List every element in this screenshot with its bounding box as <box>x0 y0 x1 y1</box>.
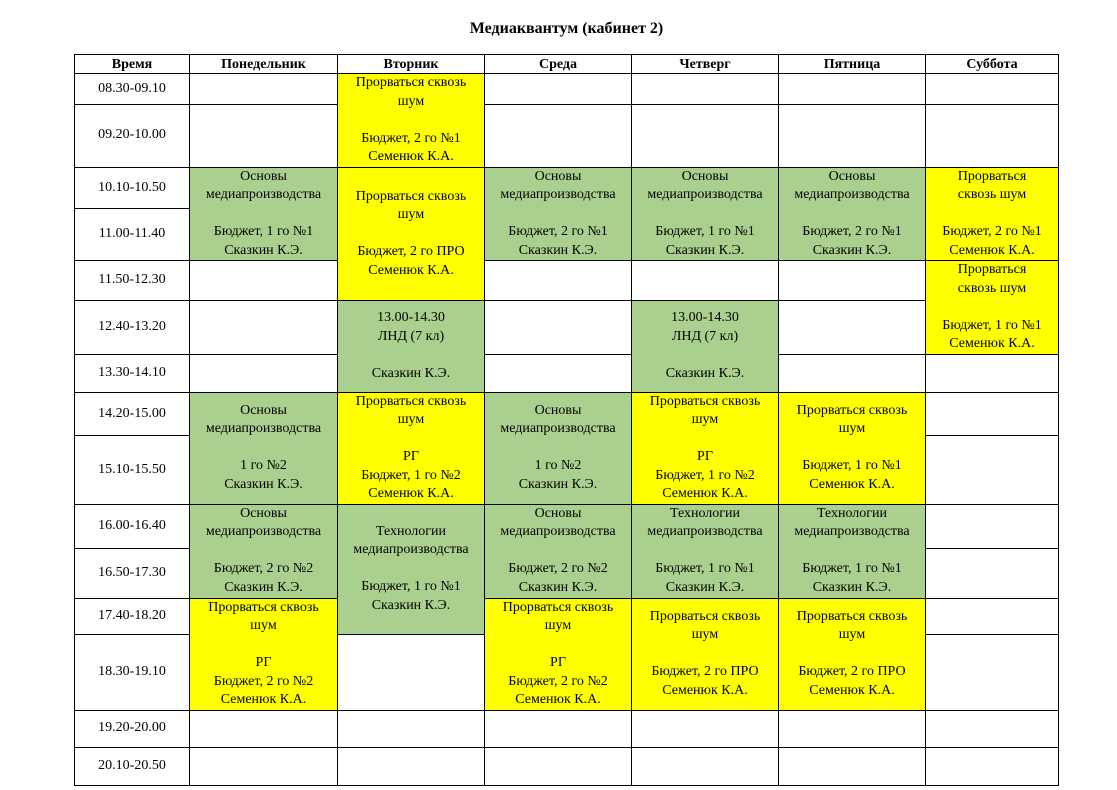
empty-cell <box>779 261 926 301</box>
line-gap <box>632 542 778 561</box>
empty-cell <box>779 301 926 355</box>
lesson-line: Прорваться <box>957 262 1027 277</box>
lesson-line: Основы <box>240 402 287 418</box>
lesson-line: Основы <box>240 168 287 184</box>
lesson-line: Сказкин К.Э. <box>224 579 303 595</box>
header-wednesday: Среда <box>485 55 632 74</box>
lesson-line: РГ <box>255 655 272 670</box>
lesson-cell <box>926 167 1059 261</box>
empty-cell <box>632 710 779 747</box>
lesson-line: Бюджет, 2 го №2 <box>508 673 608 689</box>
lesson-cell <box>632 301 779 393</box>
lesson-line: 1 го №2 <box>240 458 287 474</box>
table-row <box>75 104 1059 167</box>
lesson-line: Семенюк К.А. <box>949 336 1035 351</box>
lesson-cell <box>190 392 338 504</box>
lesson-cell <box>779 504 926 598</box>
empty-cell <box>338 747 485 785</box>
empty-cell <box>485 74 632 105</box>
header-monday: Понедельник <box>190 55 338 74</box>
lesson-line: Сказкин К.Э. <box>371 597 451 613</box>
lesson-line: Основы <box>828 168 876 184</box>
lesson-line: Семенюк К.А. <box>662 486 748 501</box>
empty-cell <box>190 354 338 392</box>
lesson-line: Бюджет, 1 го №2 <box>655 467 755 483</box>
empty-cell <box>338 634 485 710</box>
lesson-line: 1 го №2 <box>534 458 582 474</box>
table-row <box>75 74 1059 105</box>
empty-cell <box>485 301 632 355</box>
schedule-table <box>74 54 1059 786</box>
lesson-line: Бюджет, 2 го №2 <box>213 673 314 689</box>
line-gap <box>779 645 925 664</box>
empty-cell <box>926 436 1059 504</box>
line-gap <box>338 430 484 449</box>
line-gap <box>779 205 925 224</box>
lesson-cell <box>190 504 338 598</box>
lesson-line: Бюджет, 1 го №1 <box>655 224 755 239</box>
lesson-cell <box>632 167 779 261</box>
line-gap <box>926 205 1058 224</box>
lesson-line: Сказкин К.Э. <box>224 242 303 258</box>
lesson-cell <box>632 598 779 710</box>
page-title: Медиаквантум (кабинет 2) <box>469 20 664 37</box>
lesson-line: Сказкин К.Э. <box>665 365 745 381</box>
lesson-line: медиапроизводства <box>794 524 910 540</box>
lesson-cell <box>779 167 926 261</box>
table-row <box>75 167 1059 209</box>
lesson-line: Бюджет, 1 го №1 <box>361 579 461 595</box>
empty-cell <box>485 710 632 747</box>
time-cell: 20.10-20.50 <box>75 747 190 785</box>
lesson-cell <box>485 504 632 598</box>
lesson-line: Прорваться <box>957 168 1027 184</box>
empty-cell <box>190 301 338 355</box>
lesson-line: Бюджет, 2 го №1 <box>508 224 608 239</box>
lesson-line: Семенюк К.А. <box>368 149 454 164</box>
time-cell: 16.50-17.30 <box>75 548 190 598</box>
lesson-line: шум <box>397 207 425 222</box>
lesson-cell <box>485 598 632 710</box>
empty-cell <box>926 354 1059 392</box>
lesson-line: Сказкин К.Э. <box>371 365 451 381</box>
lesson-line: Семенюк К.А. <box>809 476 895 492</box>
table-row <box>75 392 1059 436</box>
empty-cell <box>779 104 926 167</box>
lesson-line: Бюджет, 2 го №1 <box>361 130 461 146</box>
lesson-line: Прорваться сквозь <box>649 393 761 409</box>
lesson-line: Бюджет, 1 го №1 <box>802 458 902 474</box>
lesson-line: Бюджет, 2 го ПРО <box>651 664 759 680</box>
lesson-line: Сказкин К.Э. <box>665 579 745 595</box>
lesson-line: Бюджет, 1 го №1 <box>942 317 1042 333</box>
line-gap <box>338 111 484 130</box>
empty-cell <box>926 74 1059 105</box>
table-row <box>75 354 1059 392</box>
table-row <box>75 504 1059 548</box>
lesson-cell <box>779 598 926 710</box>
lesson-line: Прорваться сквозь <box>355 393 467 409</box>
lesson-line: Основы <box>534 402 582 418</box>
table-row <box>75 747 1059 785</box>
empty-cell <box>779 747 926 785</box>
time-cell: 15.10-15.50 <box>75 436 190 504</box>
lesson-line: Сказкин К.Э. <box>518 242 598 258</box>
lesson-line: Прорваться сквозь <box>796 608 908 624</box>
line-gap <box>632 430 778 449</box>
header-saturday: Суббота <box>926 55 1059 74</box>
lesson-line: сквозь шум <box>957 187 1027 202</box>
time-cell: 12.40-13.20 <box>75 301 190 355</box>
lesson-line: Сказкин К.Э. <box>812 242 892 258</box>
lesson-line: медиапроизводства <box>353 542 469 558</box>
lesson-cell <box>926 261 1059 355</box>
line-gap <box>338 346 484 365</box>
lesson-cell <box>190 598 338 710</box>
lesson-line: медиапроизводства <box>205 187 322 202</box>
lesson-line: медиапроизводства <box>500 421 616 437</box>
lesson-line: Бюджет, 1 го №2 <box>361 467 461 483</box>
empty-cell <box>338 710 485 747</box>
lesson-line: Сказкин К.Э. <box>518 476 598 492</box>
time-cell: 16.00-16.40 <box>75 504 190 548</box>
line-gap <box>632 205 778 224</box>
header-time: Время <box>75 55 190 74</box>
time-cell: 18.30-19.10 <box>75 634 190 710</box>
lesson-line: Бюджет, 2 го №1 <box>942 224 1042 239</box>
lesson-line: Сказкин К.Э. <box>518 579 598 595</box>
time-cell: 13.30-14.10 <box>75 354 190 392</box>
lesson-line: медиапроизводства <box>794 187 910 202</box>
lesson-line: Семенюк К.А. <box>368 262 454 278</box>
lesson-line: шум <box>691 627 719 643</box>
lesson-line: Бюджет, 2 го ПРО <box>357 244 465 259</box>
empty-cell <box>926 710 1059 747</box>
lesson-line: медиапроизводства <box>647 524 763 540</box>
line-gap <box>338 225 484 244</box>
lesson-line: Технологии <box>816 505 888 521</box>
empty-cell <box>779 710 926 747</box>
lesson-cell <box>338 504 485 634</box>
line-gap <box>338 560 484 579</box>
lesson-line: Бюджет, 1 го №1 <box>655 561 755 577</box>
line-gap <box>632 346 778 365</box>
lesson-line: медиапроизводства <box>205 524 322 540</box>
time-cell: 08.30-09.10 <box>75 74 190 105</box>
lesson-line: шум <box>838 421 866 437</box>
lesson-line: Бюджет, 2 го №2 <box>508 561 608 577</box>
time-cell: 11.50-12.30 <box>75 261 190 301</box>
lesson-line: шум <box>544 618 572 633</box>
lesson-cell <box>338 74 485 168</box>
lesson-line: медиапроизводства <box>647 187 763 202</box>
lesson-line: Бюджет, 2 го ПРО <box>798 664 906 680</box>
lesson-line: сквозь шум <box>957 280 1027 296</box>
time-cell: 19.20-20.00 <box>75 710 190 747</box>
lesson-line: Технологии <box>375 523 447 539</box>
lesson-line: шум <box>250 618 277 633</box>
lesson-cell <box>779 392 926 504</box>
line-gap <box>190 542 337 561</box>
line-gap <box>190 439 337 458</box>
table-row <box>75 710 1059 747</box>
lesson-line: Бюджет, 2 го №2 <box>213 561 314 577</box>
lesson-cell <box>632 504 779 598</box>
lesson-cell <box>632 392 779 504</box>
lesson-line: Сказкин К.Э. <box>812 579 892 595</box>
time-cell: 17.40-18.20 <box>75 598 190 634</box>
lesson-line: 13.00-14.30 <box>377 310 445 326</box>
time-cell: 10.10-10.50 <box>75 167 190 209</box>
empty-cell <box>926 392 1059 436</box>
lesson-line: Основы <box>534 505 582 521</box>
lesson-cell <box>190 167 338 261</box>
line-gap <box>485 542 631 561</box>
header-row <box>75 55 1059 74</box>
empty-cell <box>190 710 338 747</box>
lesson-line: Семенюк К.А. <box>515 692 601 707</box>
empty-cell <box>632 261 779 301</box>
lesson-line: Семенюк К.А. <box>662 682 748 698</box>
lesson-cell <box>338 167 485 301</box>
lesson-line: 13.00-14.30 <box>671 310 739 326</box>
lesson-line: Прорваться сквозь <box>355 188 467 204</box>
table-row <box>75 301 1059 355</box>
empty-cell <box>632 74 779 105</box>
lesson-line: РГ <box>697 449 713 464</box>
empty-cell <box>632 747 779 785</box>
table-row <box>75 261 1059 301</box>
lesson-line: Сказкин К.Э. <box>224 476 303 492</box>
line-gap <box>926 298 1058 317</box>
empty-cell <box>190 104 338 167</box>
line-gap <box>485 636 631 655</box>
lesson-line: Прорваться сквозь <box>796 402 908 418</box>
empty-cell <box>926 634 1059 710</box>
lesson-line: Семенюк К.А. <box>220 692 307 707</box>
lesson-line: Бюджет, 2 го №1 <box>802 224 902 239</box>
lesson-cell <box>485 167 632 261</box>
lesson-line: Основы <box>681 168 729 184</box>
header-thursday: Четверг <box>632 55 779 74</box>
lesson-line: Прорваться сквозь <box>208 599 319 615</box>
lesson-line: ЛНД (7 кл) <box>377 328 445 344</box>
lesson-line: медиапроизводства <box>500 187 616 202</box>
lesson-line: Семенюк К.А. <box>809 682 895 698</box>
line-gap <box>632 645 778 664</box>
lesson-line: РГ <box>550 655 566 670</box>
time-cell: 11.00-11.40 <box>75 209 190 261</box>
empty-cell <box>779 74 926 105</box>
empty-cell <box>190 74 338 105</box>
lesson-line: Прорваться сквозь <box>502 599 614 615</box>
time-cell: 09.20-10.00 <box>75 104 190 167</box>
time-cell: 14.20-15.00 <box>75 392 190 436</box>
lesson-line: шум <box>691 412 719 427</box>
empty-cell <box>926 598 1059 634</box>
lesson-line: Технологии <box>669 505 741 521</box>
empty-cell <box>485 354 632 392</box>
empty-cell <box>926 504 1059 548</box>
lesson-line: Основы <box>534 168 582 184</box>
empty-cell <box>779 354 926 392</box>
lesson-line: Бюджет, 1 го №1 <box>213 224 314 239</box>
lesson-cell <box>338 392 485 504</box>
empty-cell <box>926 548 1059 598</box>
lesson-line: Семенюк К.А. <box>949 242 1035 258</box>
line-gap <box>779 439 925 458</box>
line-gap <box>190 205 337 224</box>
lesson-line: Бюджет, 1 го №1 <box>802 561 902 577</box>
lesson-line: медиапроизводства <box>205 421 322 437</box>
lesson-line: шум <box>397 93 425 109</box>
empty-cell <box>190 747 338 785</box>
line-gap <box>190 636 337 655</box>
line-gap <box>485 205 631 224</box>
empty-cell <box>485 747 632 785</box>
lesson-line: РГ <box>403 449 419 464</box>
lesson-line: Семенюк К.А. <box>368 486 454 501</box>
lesson-line: шум <box>397 412 425 427</box>
line-gap <box>779 542 925 561</box>
empty-cell <box>485 261 632 301</box>
header-tuesday: Вторник <box>338 55 485 74</box>
empty-cell <box>632 104 779 167</box>
header-friday: Пятница <box>779 55 926 74</box>
lesson-line: Основы <box>240 505 287 521</box>
lesson-line: Прорваться сквозь <box>649 608 761 624</box>
empty-cell <box>485 104 632 167</box>
lesson-cell <box>338 301 485 393</box>
table-row <box>75 598 1059 634</box>
empty-cell <box>926 104 1059 167</box>
lesson-line: Сказкин К.Э. <box>665 242 745 258</box>
empty-cell <box>190 261 338 301</box>
lesson-line: шум <box>838 627 866 643</box>
lesson-line: ЛНД (7 кл) <box>671 328 739 344</box>
lesson-line: медиапроизводства <box>500 524 616 540</box>
lesson-line: Прорваться сквозь <box>355 75 467 90</box>
line-gap <box>485 439 631 458</box>
lesson-cell <box>485 392 632 504</box>
empty-cell <box>926 747 1059 785</box>
